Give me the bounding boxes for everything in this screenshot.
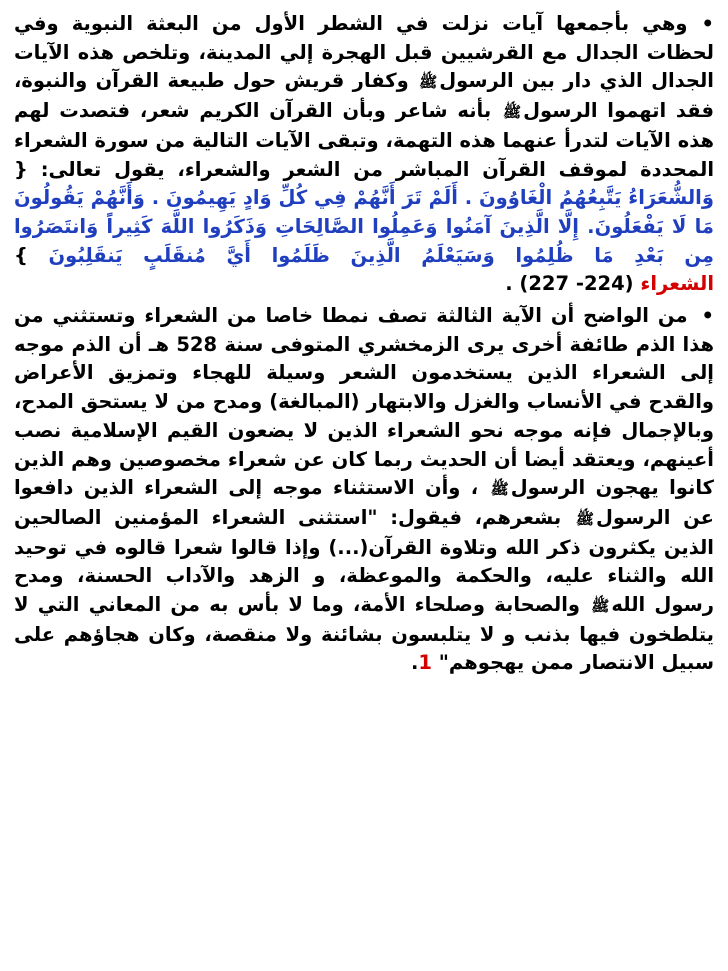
paragraph2-text-a: من الواضح أن الآية الثالثة تصف نمطا خاصا من الشعراء وتستثني من هذا الذم طائفة أخرى يرى الزمخشري المتوفى سنة 528 هـ أن الذم موجه إلى الشعراء الذين يستخدمون الشعر وسيلة للهجاء وتمزيق الأعراض والقدح في الأنساب والغزل والابتهار (المبالغة) ومدح من لا يستحق المدح، وبالإجمال فإنه موجه نحو الشعراء الذين لا يضعون القيم الإسلامية نصب أعينهم، ويعتقد أيضا أن الحديث ربما كان عن شعراء مخصوصين وهم الذين كانوا يهجون الرسول (14, 304, 714, 500)
paragraph1-intro-b: وكفار قريش حول طبيعة القرآن والنبوة، فقد اتهموا الرسول (14, 69, 714, 123)
paragraph2-text-b: ، وأن الاستثناء موجه إلى الشعراء الذين دافعوا عن الرسول (14, 476, 714, 529)
brace-close: } (14, 243, 49, 267)
paragraph1-intro-c: بأنه شاعر وبأن القرآن الكريم شعر، فتصدت لهم هذه الآيات لتدرأ عنهما هذه التهمة، وتبقى الآيات التالية من سورة الشعراء المحددة لموقف القرآن المباشر من الشعر والشعراء، يقول تعالى: (14, 99, 715, 181)
honorific-symbol: ﷺ (575, 509, 594, 528)
brace-open: { (14, 157, 41, 181)
paragraph2-text-c: بشعرهم، فيقول: "استثنى الشعراء المؤمنين الصالحين الذين يكثرون ذكر الله وتلاوة القرآن(...) وإذا قالوا شعرا قالوه في توحيد الله والثناء عليه، والحكمة والموعظة، و الزهد والآداب الحسنة، ومدح رسول الله (14, 505, 714, 617)
paragraph2-text-d: والصحابة وصلحاء الأمة، وما لا بأس به من المعاني التي لا يتلطخون فيها بذنب و لا يتلبسون بشائنة ولا منقصة، وكان هجاؤهم على سبيل الانتصار ممن يهجوهم" (14, 593, 714, 675)
verse-citation (505, 272, 714, 295)
footnote-marker[interactable]: 1 (418, 651, 432, 675)
paragraph-quran-context (14, 10, 714, 299)
honorific-symbol: ﷺ (591, 597, 610, 616)
honorific-symbol: ﷺ (502, 103, 522, 122)
paragraph1-intro-a: وهي بأجمعها آيات نزلت في الشطر الأول من البعثة النبوية وفي لحظات الجدال مع القرشيين قبل الهجرة إلي المدينة، وتلخص هذه الآيات الجدال الذي دار بين الرسول (14, 12, 714, 93)
paragraph2-end: . (410, 651, 419, 675)
verse-reference: (224- 227) . (505, 272, 641, 296)
honorific-symbol: ﷺ (490, 480, 509, 499)
paragraph-zamakhshari (14, 302, 714, 678)
honorific-symbol: ﷺ (419, 73, 438, 92)
bullet-point: • (701, 12, 714, 35)
surah-name: الشعراء (640, 272, 714, 296)
bullet-point: • (701, 304, 714, 328)
quran-verse: وَالشُّعَرَاءُ يَتَّبِعُهُمُ الْغَاوُونَ . أَلَمْ تَرَ أَنَّهُمْ فِي كُلِّ وَادٍ يَهِيمُونَ . وَأَنَّهُمْ يَقُولُونَ مَا لَا يَفْعَلُونَ. إِلَّا الَّذِينَ آمَنُوا وَعَمِلُوا الصَّالِحَاتِ وَذَكَرُوا اللَّهَ كَثِيراً وَانتَصَرُوا مِن بَعْدِ مَا ظُلِمُوا وَسَيَعْلَمُ الَّذِينَ ظَلَمُوا أَيَّ مُنقَلَبٍ يَنقَلِبُونَ (14, 186, 714, 267)
